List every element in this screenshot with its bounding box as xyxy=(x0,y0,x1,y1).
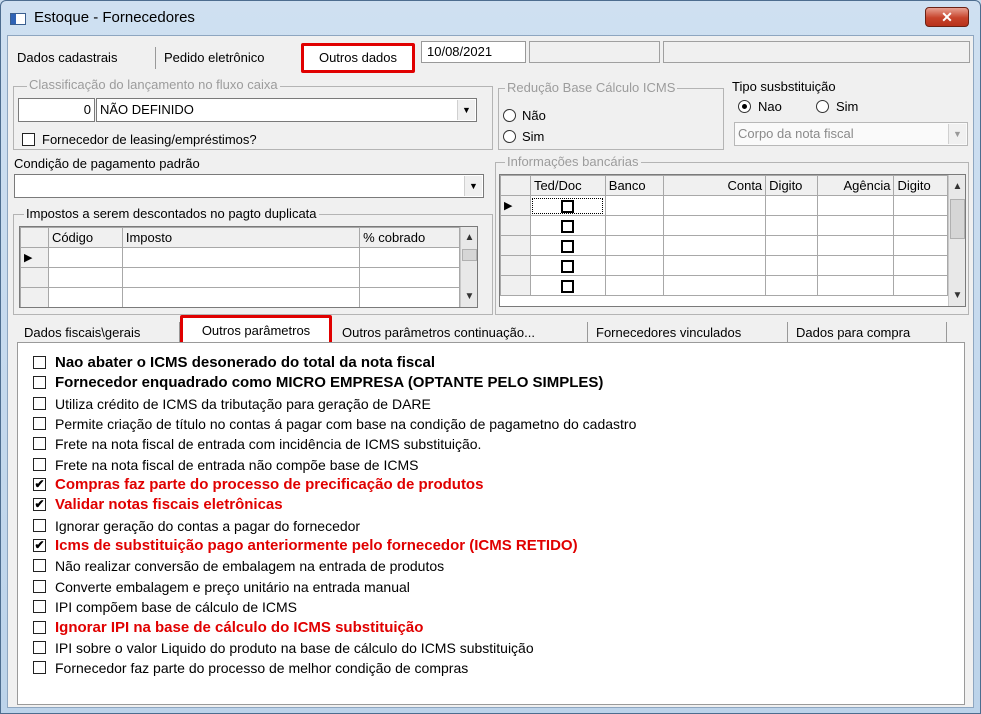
ted-doc-checkbox[interactable] xyxy=(561,240,574,253)
option-checkbox[interactable] xyxy=(33,559,46,572)
table-row[interactable] xyxy=(501,276,948,296)
impostos-scrollbar[interactable] xyxy=(460,227,478,308)
leasing-checkbox[interactable] xyxy=(22,133,35,146)
condicao-label: Condição de pagamento padrão xyxy=(14,156,200,171)
table-row[interactable] xyxy=(21,268,460,288)
option-label: IPI compõem base de cálculo de ICMS xyxy=(55,599,298,615)
grid-header-conta: Conta xyxy=(663,176,766,196)
option-checkbox[interactable] xyxy=(33,417,46,430)
scroll-down-icon[interactable]: ▼ xyxy=(952,290,963,301)
close-button[interactable]: ✕ xyxy=(925,7,969,27)
grid-header-indicator xyxy=(501,176,531,196)
option-checkbox[interactable] xyxy=(33,600,46,613)
status-box-2 xyxy=(663,41,970,63)
option-checkbox[interactable] xyxy=(33,458,46,471)
option-label: Fornecedor faz parte do processo de melhor condição de compras xyxy=(55,660,469,676)
option-label: Converte embalagem e preço unitário na entrada manual xyxy=(55,579,410,595)
grid-header-banco: Banco xyxy=(605,176,663,196)
table-row[interactable] xyxy=(501,256,948,276)
row-indicator-icon: ▶ xyxy=(501,196,531,216)
tab-dados-cadastrais[interactable]: Dados cadastrais xyxy=(11,47,156,69)
app-icon xyxy=(10,13,26,25)
tab-outros-dados[interactable]: Outros dados xyxy=(301,43,415,73)
tipo-subst-value: Corpo da nota fiscal xyxy=(738,126,854,141)
tab-fornecedores-vinculados[interactable]: Fornecedores vinculados xyxy=(590,322,788,344)
tipo-subst-sim-label: Sim xyxy=(836,99,859,114)
option-label: Nao abater o ICMS desonerado do total da nota fiscal xyxy=(55,354,436,371)
impostos-label: Impostos a serem descontados no pagto duplicata xyxy=(26,206,317,221)
reducao-nao-label: Não xyxy=(522,108,546,123)
classificacao-value: NÃO DEFINIDO xyxy=(100,102,194,117)
grid-header-imposto: Imposto xyxy=(122,228,359,248)
table-row[interactable] xyxy=(501,216,948,236)
option-label: Frete na nota fiscal de entrada com incidência de ICMS substituição. xyxy=(55,436,482,452)
chevron-down-icon[interactable]: ▼ xyxy=(457,100,475,120)
option-checkbox[interactable] xyxy=(33,356,46,369)
bancarias-scrollbar[interactable] xyxy=(948,175,966,307)
option-label: Permite criação de título no contas á pagar com base na condição de pagametno do cadastro xyxy=(55,416,637,432)
option-checkbox[interactable] xyxy=(33,437,46,450)
option-checkbox[interactable] xyxy=(33,641,46,654)
client-area xyxy=(7,35,974,708)
row-indicator-icon: ▶ xyxy=(21,248,49,268)
option-checkbox[interactable]: ✔ xyxy=(34,477,45,491)
tab-dados-fiscais-gerais[interactable]: Dados fiscais\gerais xyxy=(18,322,180,344)
option-checkbox[interactable]: ✔ xyxy=(34,538,45,552)
date-display: 10/08/2021 xyxy=(421,41,526,63)
option-label: Compras faz parte do processo de precificação de produtos xyxy=(55,476,484,493)
status-box-1 xyxy=(529,41,660,63)
table-row[interactable] xyxy=(21,248,460,268)
scroll-up-icon[interactable]: ▲ xyxy=(952,181,963,192)
classificacao-label: Classificação do lançamento no fluxo caixa xyxy=(29,77,278,92)
ted-doc-checkbox[interactable] xyxy=(561,280,574,293)
outros-parametros-panel xyxy=(17,342,965,705)
reducao-label: Redução Base Cálculo ICMS xyxy=(507,80,676,95)
grid-header-agencia: Agência xyxy=(817,176,894,196)
bancarias-label: Informações bancárias xyxy=(507,154,639,169)
tab-outros-parametros[interactable]: Outros parâmetros xyxy=(180,315,332,345)
option-label: Não realizar conversão de embalagem na entrada de produtos xyxy=(55,558,445,574)
ted-doc-checkbox[interactable] xyxy=(561,220,574,233)
chevron-down-icon[interactable]: ▼ xyxy=(948,124,966,144)
option-label: Icms de substituição pago anteriormente pelo fornecedor (ICMS RETIDO) xyxy=(55,537,578,554)
option-checkbox[interactable] xyxy=(33,661,46,674)
scroll-up-icon[interactable]: ▲ xyxy=(464,232,475,243)
ted-doc-checkbox[interactable] xyxy=(561,200,574,213)
reducao-nao-radio[interactable] xyxy=(503,109,516,122)
option-checkbox[interactable] xyxy=(33,519,46,532)
leasing-label: Fornecedor de leasing/empréstimos? xyxy=(42,132,257,147)
classificacao-code-field[interactable]: 0 xyxy=(18,98,95,122)
title-bar[interactable] xyxy=(1,1,980,35)
option-label: Fornecedor enquadrado como MICRO EMPRESA (OPTANTE PELO SIMPLES) xyxy=(55,374,604,391)
grid-header-digito: Digito xyxy=(766,176,817,196)
tipo-subst-nao-radio[interactable] xyxy=(738,100,751,113)
scroll-thumb[interactable] xyxy=(462,249,477,261)
table-row[interactable] xyxy=(501,196,948,216)
reducao-sim-radio[interactable] xyxy=(503,130,516,143)
option-checkbox[interactable] xyxy=(33,621,46,634)
bancarias-grid[interactable] xyxy=(499,174,966,307)
grid-header-indicator xyxy=(21,228,49,248)
tab-outros-parametros-continuacao[interactable]: Outros parâmetros continuação... xyxy=(336,322,588,344)
tab-dados-para-compra[interactable]: Dados para compra xyxy=(790,322,947,344)
option-checkbox[interactable] xyxy=(33,397,46,410)
option-label: IPI sobre o valor Liquido do produto na base de cálculo do ICMS substituição xyxy=(55,640,534,656)
table-row[interactable] xyxy=(21,288,460,308)
tab-pedido-eletronico[interactable]: Pedido eletrônico xyxy=(158,47,304,69)
grid-header-cobrado: % cobrado xyxy=(360,228,460,248)
grid-header-codigo: Código xyxy=(48,228,122,248)
option-checkbox[interactable] xyxy=(33,376,46,389)
table-row[interactable] xyxy=(501,236,948,256)
option-label: Ignorar geração do contas a pagar do fornecedor xyxy=(55,518,361,534)
chevron-down-icon[interactable]: ▼ xyxy=(464,176,482,196)
tipo-subst-nao-label: Nao xyxy=(758,99,782,114)
option-label: Validar notas fiscais eletrônicas xyxy=(55,496,283,513)
scroll-thumb[interactable] xyxy=(950,199,965,239)
reducao-sim-label: Sim xyxy=(522,129,545,144)
tipo-subst-select[interactable] xyxy=(734,122,968,146)
option-label: Utiliza crédito de ICMS da tributação para geração de DARE xyxy=(55,396,431,412)
ted-doc-checkbox[interactable] xyxy=(561,260,574,273)
option-label: Frete na nota fiscal de entrada não compõe base de ICMS xyxy=(55,457,419,473)
tipo-subst-label: Tipo susbstituição xyxy=(732,79,836,94)
condicao-select[interactable] xyxy=(14,174,484,198)
grid-header-ted-doc: Ted/Doc xyxy=(530,176,605,196)
classificacao-select[interactable] xyxy=(96,98,477,122)
option-label: Ignorar IPI na base de cálculo do ICMS substituição xyxy=(55,619,424,636)
window-title: Estoque - Fornecedores xyxy=(34,9,195,26)
option-checkbox[interactable] xyxy=(33,580,46,593)
tipo-subst-sim-radio[interactable] xyxy=(816,100,829,113)
grid-header-digito-2: Digito xyxy=(894,176,948,196)
scroll-down-icon[interactable]: ▼ xyxy=(464,291,475,302)
option-checkbox[interactable]: ✔ xyxy=(34,497,45,511)
impostos-grid[interactable] xyxy=(19,226,478,308)
